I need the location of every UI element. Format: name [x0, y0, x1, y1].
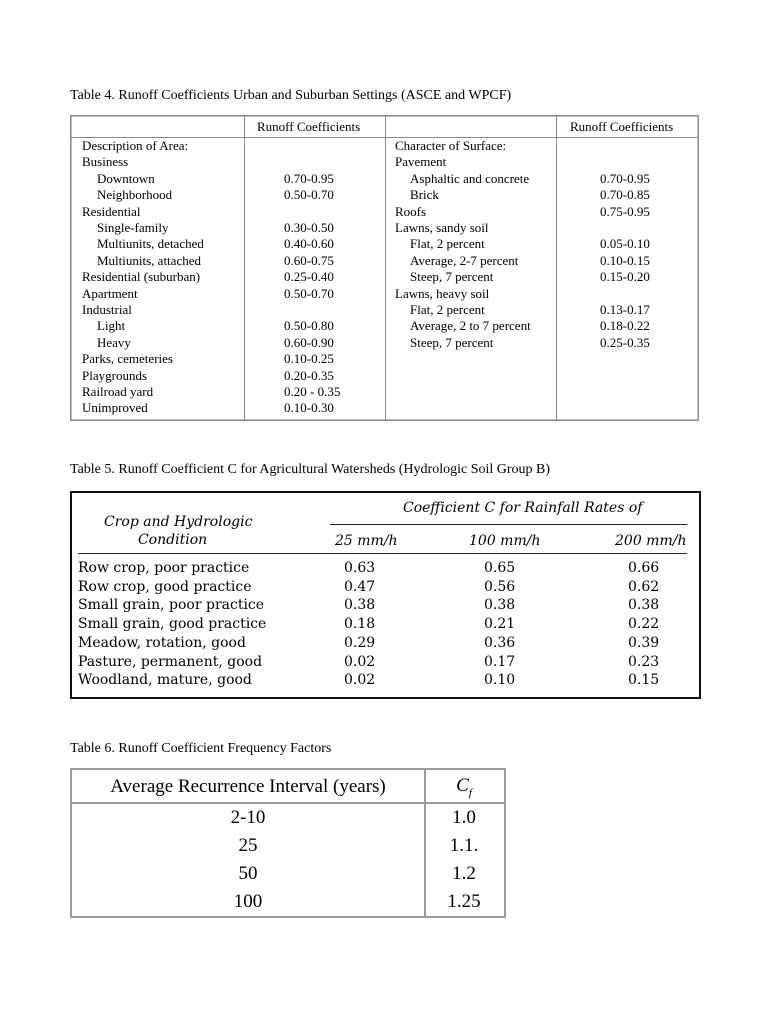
table4-right-desc: Average, 2 to 7 percent [410, 318, 531, 334]
table4-right-value: 0.13-0.17 [600, 302, 650, 317]
table4-right-desc: Flat, 2 percent [410, 236, 485, 252]
table4-left-desc: Residential [82, 203, 141, 219]
coefficient-value: 0.36 [484, 634, 516, 651]
coefficient-value: 0.18 [344, 616, 376, 633]
cf-subscript: f [468, 786, 472, 799]
coefficient-value: 0.63 [344, 560, 376, 576]
table4-left-value: 0.50-0.70 [284, 285, 334, 301]
table4-left-desc: Industrial [82, 302, 132, 317]
table-row [78, 615, 693, 634]
table4-right-desc: Average, 2-7 percent [410, 252, 519, 268]
table6-caption: Table 6. Runoff Coefficient Frequency Factors [70, 741, 332, 756]
crop-condition: Small grain, poor practice [78, 597, 265, 614]
table-row [78, 671, 693, 690]
table4-right-value: 0.25-0.35 [600, 334, 650, 350]
table4-right-value: 0.70-0.85 [600, 187, 650, 203]
coefficient-value: 0.38 [628, 597, 660, 614]
coefficient-value: 0.66 [628, 560, 660, 576]
table4-left-value: 0.60-0.90 [284, 334, 334, 350]
table4-left-header: Runoff Coefficients [257, 119, 361, 134]
table4-left-value: 0.20 - 0.35 [284, 384, 341, 399]
table4-left-value: 0.25-0.40 [284, 269, 334, 285]
table4-left-value: 0.70-0.95 [284, 170, 334, 186]
table-row [78, 634, 693, 653]
table4-right-desc: Pavement [395, 154, 447, 170]
table4-left-desc: Heavy [97, 334, 131, 350]
table4-left-value: 0.40-0.60 [284, 236, 334, 252]
table4-caption: Table 4. Runoff Coefficients Urban and Suburban Settings (ASCE and WPCF) [70, 88, 512, 103]
table4-right-value: 0.75-0.95 [600, 203, 650, 219]
table4-right-value: 0.05-0.10 [600, 236, 650, 252]
table4-right-desc: Asphaltic and concrete [410, 170, 530, 186]
column-header-200: 200 mm/h [615, 533, 687, 549]
crop-header-line2: Condition [138, 532, 208, 548]
table4-left-value: 0.50-0.70 [284, 187, 334, 203]
table4-right-desc: Steep, 7 percent [410, 334, 494, 350]
table4-right-value: 0.18-0.22 [600, 318, 650, 334]
table4-left-desc: Description of Area: [82, 138, 189, 153]
table4-right-desc: Steep, 7 percent [410, 269, 494, 285]
recurrence-interval-header: Average Recurrence Interval (years) [110, 776, 386, 797]
coefficient-value: 0.17 [484, 653, 516, 670]
rainfall-group-header: Coefficient C for Rainfall Rates of [403, 500, 643, 516]
table-row [78, 578, 693, 597]
frequency-factor: 1.25 [447, 891, 481, 912]
coefficient-value: 0.39 [628, 634, 660, 651]
table4-right-value: 0.15-0.20 [600, 269, 650, 285]
table-row [78, 653, 693, 672]
table4-left-desc: Multiunits, attached [97, 252, 201, 268]
table4-left-desc: Railroad yard [82, 384, 154, 399]
crop-condition: Row crop, poor practice [78, 560, 250, 576]
crop-condition: Row crop, good practice [78, 578, 252, 595]
cf-symbol: C [456, 775, 469, 796]
table4-right-desc: Flat, 2 percent [410, 302, 485, 317]
crop-header-line1: Crop and Hydrologic [104, 514, 253, 530]
recurrence-interval: 50 [238, 863, 258, 884]
coefficient-value: 0.47 [344, 578, 376, 595]
table4-right-desc: Lawns, heavy soil [395, 285, 490, 301]
crop-condition: Pasture, permanent, good [78, 653, 263, 670]
recurrence-interval: 25 [238, 835, 258, 856]
coefficient-value: 0.15 [628, 672, 660, 689]
runoff-agricultural-table [70, 491, 701, 699]
table4-left-value: 0.20-0.35 [284, 367, 334, 383]
table4-left-desc: Neighborhood [97, 187, 173, 203]
table4-left-value: 0.10-0.25 [284, 351, 334, 367]
table4-left-desc: Single-family [97, 220, 169, 235]
table4-left-value: 0.60-0.75 [284, 252, 334, 268]
column-header-100: 100 mm/h [469, 533, 541, 549]
table4-right-header: Runoff Coefficients [570, 119, 674, 134]
coefficient-value: 0.62 [628, 578, 660, 595]
table4-left-value: 0.10-0.30 [284, 400, 334, 416]
table4-right-value: 0.70-0.95 [600, 170, 650, 186]
crop-condition: Small grain, good practice [78, 616, 267, 633]
table-row [78, 559, 693, 578]
column-header-25: 25 mm/h [335, 533, 398, 549]
table4-left-value: 0.50-0.80 [284, 318, 334, 334]
frequency-factor: 1.0 [452, 807, 476, 828]
recurrence-interval: 2-10 [230, 807, 266, 828]
frequency-factor: 1.1. [449, 835, 479, 856]
table4-right-desc: Roofs [395, 203, 427, 219]
recurrence-interval: 100 [233, 891, 263, 912]
table4-left-desc: Multiunits, detached [97, 236, 204, 252]
coefficient-value: 0.22 [628, 616, 660, 633]
table4-left-desc: Business [82, 154, 129, 170]
runoff-urban-table [70, 115, 699, 421]
table4-right-value: 0.10-0.15 [600, 252, 650, 268]
coefficient-value: 0.65 [484, 560, 516, 576]
table5-caption: Table 5. Runoff Coefficient C for Agricultural Watersheds (Hydrologic Soil Group B) [70, 462, 551, 477]
coefficient-value: 0.10 [484, 672, 516, 689]
table4-left-value: 0.30-0.50 [284, 220, 334, 235]
coefficient-value: 0.23 [628, 653, 660, 670]
table4-right-desc: Character of Surface: [395, 138, 507, 153]
coefficient-value: 0.02 [344, 653, 376, 670]
coefficient-value: 0.29 [344, 634, 376, 651]
table4-left-desc: Downtown [97, 170, 155, 186]
coefficient-value: 0.38 [484, 597, 516, 614]
frequency-factor: 1.2 [452, 863, 476, 884]
table4-left-desc: Parks, cemeteries [82, 351, 173, 367]
crop-condition: Meadow, rotation, good [78, 634, 246, 651]
table4-left-desc: Unimproved [82, 400, 148, 416]
cf-header [426, 775, 502, 799]
coefficient-value: 0.56 [484, 578, 516, 595]
table4-right-desc: Lawns, sandy soil [395, 220, 489, 235]
coefficient-value: 0.02 [344, 672, 376, 689]
coefficient-value: 0.38 [344, 597, 376, 614]
table4-left-desc: Playgrounds [82, 367, 147, 383]
coefficient-value: 0.21 [484, 616, 516, 633]
table-row [78, 596, 693, 615]
table4-left-desc: Light [97, 318, 126, 334]
table4-left-desc: Residential (suburban) [82, 269, 201, 285]
table4-right-desc: Brick [410, 187, 439, 203]
crop-condition: Woodland, mature, good [78, 672, 252, 689]
frequency-factor-table [70, 768, 506, 918]
table4-left-desc: Apartment [82, 285, 138, 301]
